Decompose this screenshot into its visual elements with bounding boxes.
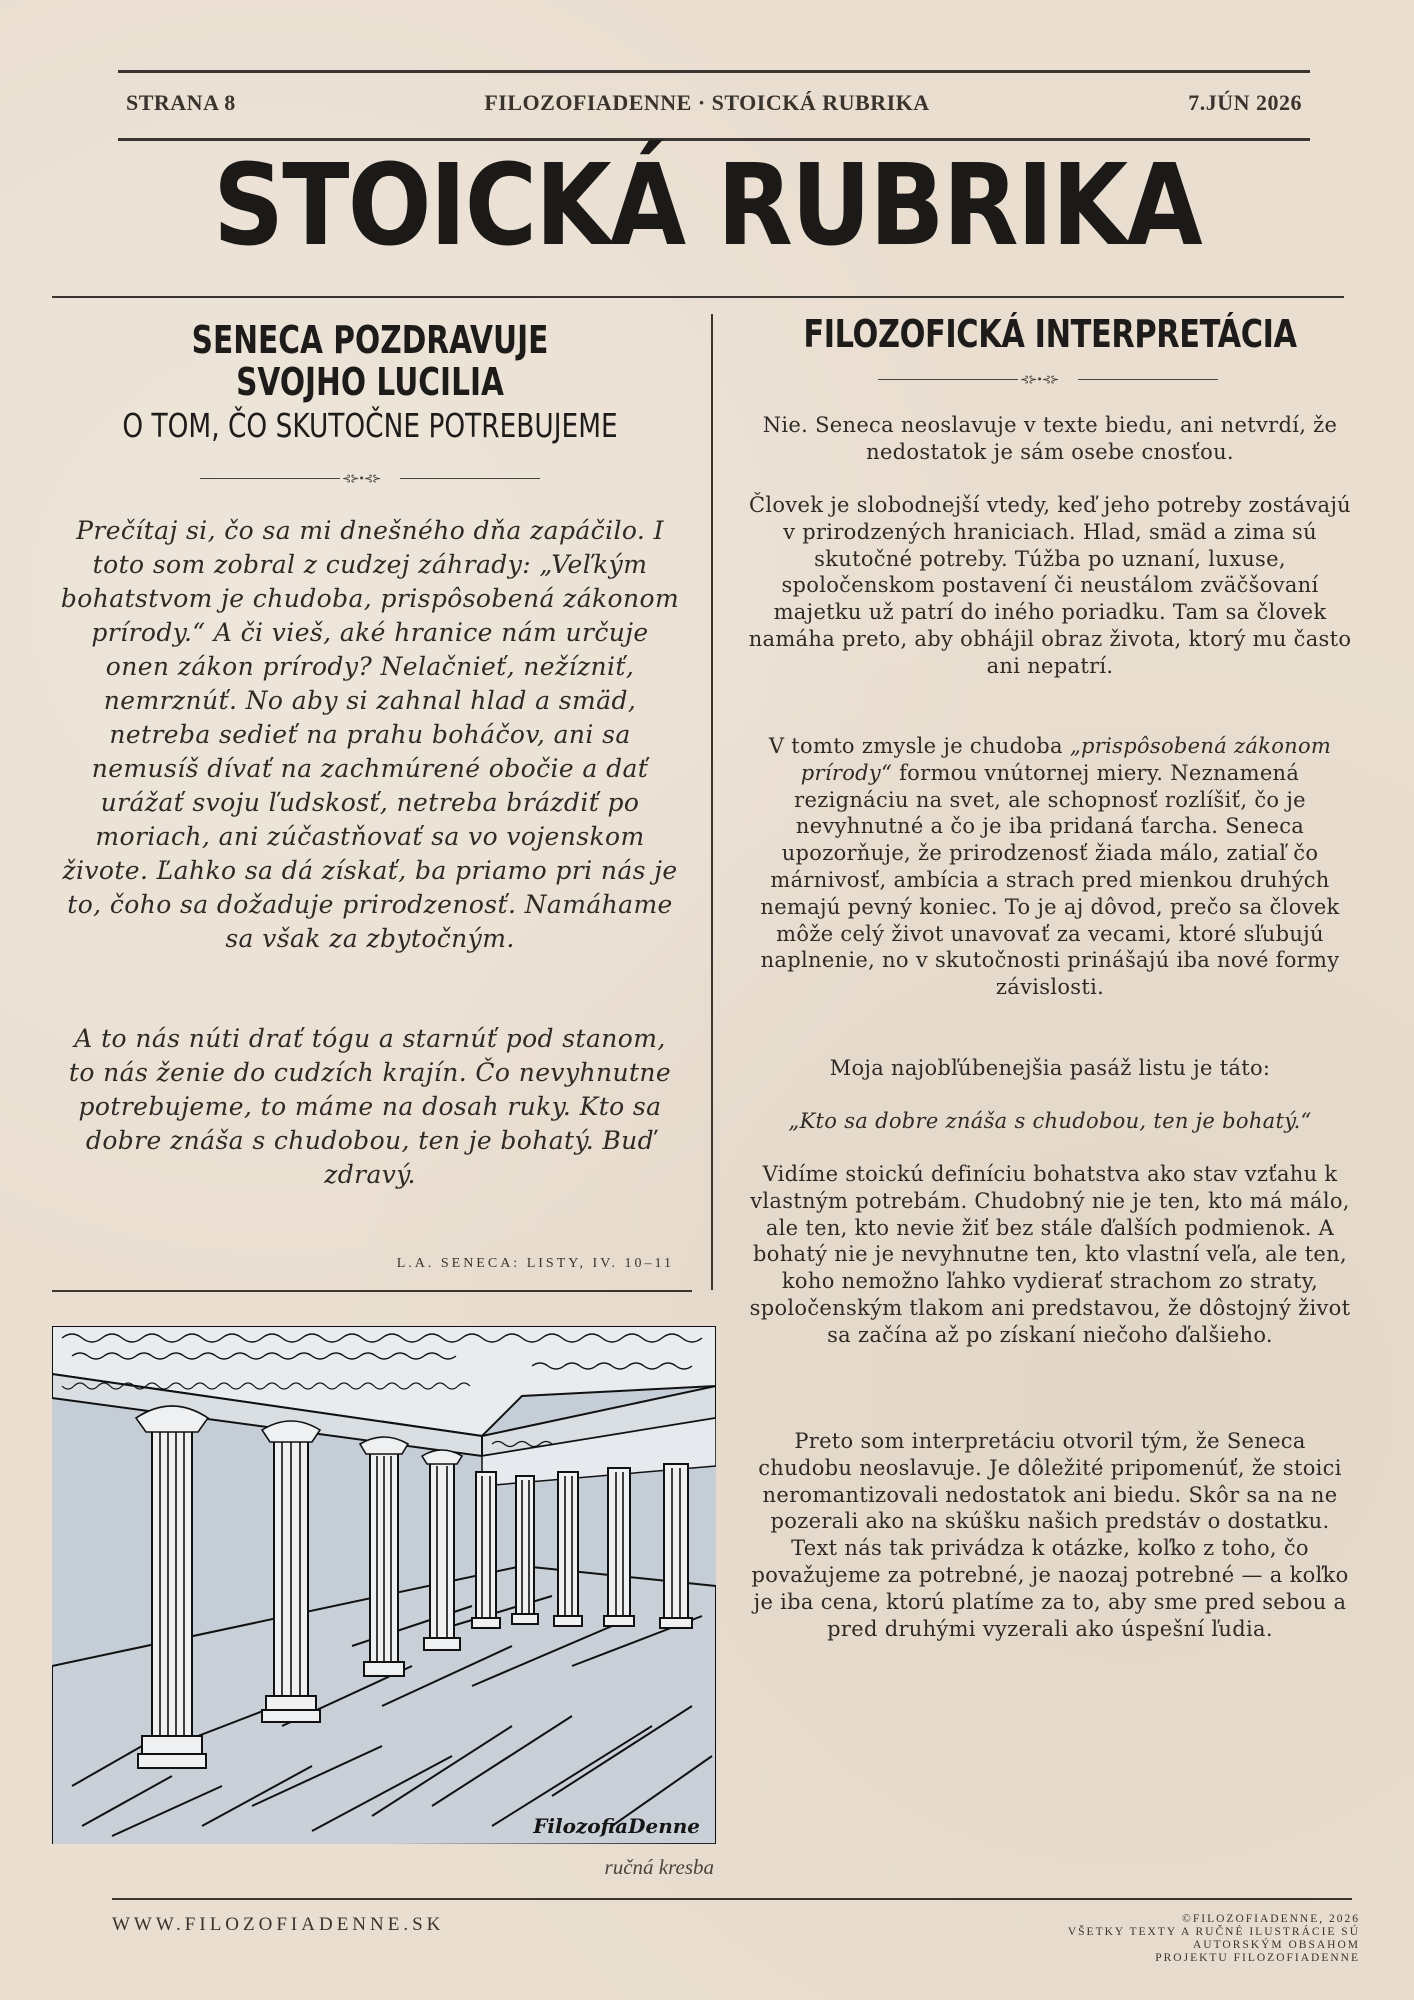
masthead-rule (52, 296, 1344, 298)
colonnade-illustration (52, 1326, 716, 1844)
footer-copyright (1068, 1913, 1360, 1965)
quote-source: L.A. SENECA: LISTY, IV. 10–11 (396, 1256, 674, 1271)
p3-text-b: formou vnútornej miery. Neznamená rezignáciu na svet, ale schopnosť rozlíšiť, čo je nevyhnutné a čo je iba pridaná ťarcha. Seneca upozorňuje, že prirodzenosť žiada málo, zatiaľ čo márnivosť, ambícia a strach pred mienkou druhých nemajú pevný koniec. To je aj dôvod, prečo sa človek môže celý život unavovať za vecami, ktoré sľubujú naplnenie, no v skutočnosti prinášajú iba nové formy závislosti. (760, 760, 1340, 1000)
column-divider (711, 314, 713, 1290)
copyright-line-2: VŠETKY TEXTY A RUČNÉ ILUSTRÁCIE SÚ (1067, 1926, 1360, 1938)
right-ornament: ⊰⊱•⊰⊱ (878, 373, 1218, 387)
interpretation-title: FILOZOFICKÁ INTERPRETÁCIA (803, 312, 1297, 356)
seneca-quote-paragraph-2: A to nás núti drať tógu a starnúť pod stanom, to nás ženie do cudzích krajín. Čo nevyhnutne potrebujeme, to máme na dosah ruky. Kto sa dobre znáša s chudobou, ten je bohatý. Buď zdravý. (68, 1024, 672, 1189)
interpretation-paragraph-2: Človek je slobodnejší vtedy, keď jeho potreby zostávajú v prirodzených hraniciach. Hlad, smäd a zima sú skutočné potreby. Túžba po uznaní, luxuse, spoločenskom postavení či neustálom zväčšovaní majetku už patrí do iného poriadku. Tam sa človek namáha preto, aby obhájil obraz života, ktorý mu často ani nepatrí. (748, 493, 1352, 678)
section-label: FILOZOFIADENNE · STOICKÁ RUBRIKA (484, 90, 930, 115)
left-bottom-rule (52, 1290, 692, 1292)
letter-title-line2: SVOJHO LUCILIA (236, 360, 504, 404)
interpretation-paragraph-4: Moja najobľúbenejšia pasáž listu je táto: (829, 1056, 1271, 1080)
interpretation-paragraph-1: Nie. Seneca neoslavuje v texte biedu, ani netvrdí, že nedostatok je sám osebe cnosťou. (762, 413, 1338, 464)
favorite-quote: „Kto sa dobre znáša s chudobou, ten je bohatý.“ (788, 1109, 1312, 1133)
footer-website: WWW.FILOZOFIADENNE.SK (112, 1914, 445, 1935)
p3-text-a: V tomto zmysle je chudoba (768, 734, 1070, 758)
interpretation-paragraph-7: Preto som interpretáciu otvoril tým, že Seneca chudobu neoslavuje. Je dôležité pripomenúť, že stoici neromantizovali nedostatok ani biedu. Skôr sa na ne pozerali ako na skúšku našich predstáv o dostatku. Text nás tak privádza k otázke, koľko z toho, čo považujeme za potrebné, je naozaj potrebné — a koľko je iba cena, ktorú platíme za to, aby sme pred sebou a pred druhými vyzerali ako úspešní ľudia. (751, 1429, 1349, 1641)
p3-emphasis: „prispôsobená zákonom prírody“ (800, 734, 1332, 785)
copyright-line-3: AUTORSKÝM OBSAHOM (1192, 1939, 1360, 1951)
copyright-line-1: ©FILOZOFIADENNE, 2026 (1182, 1913, 1360, 1925)
page-number: STRANA 8 (126, 90, 236, 115)
seneca-quote-paragraph-1: Prečítaj si, čo sa mi dnešného dňa zapáčilo. I toto som zobral z cudzej záhrady: „Veľkým bohatstvom je chudoba, prispôsobená zákonom prírody.“ A či vieš, aké hranice nám určuje onen zákon prírody? Nelačnieť, nežízniť, nemrznúť. No aby si zahnal hlad a smäd, netreba sedieť na prahu boháčov, ani sa nemusíš dívať na zachmúrené obočie a dať urážať svoju ľudskosť, netreba brázdiť po moriach, ani zúčastňovať sa vo vojenskom živote. Ľahko sa dá získať, ba priamo pri nás je to, čoho sa dožaduje prirodzenosť. Namáhame sa však za zbytočným. (60, 516, 680, 953)
left-ornament: ⊰⊱•⊰⊱ (200, 472, 540, 486)
header-top-rule (118, 70, 1310, 73)
issue-date: 7.JÚN 2026 (1188, 90, 1302, 115)
footer-rule (112, 1898, 1352, 1900)
interpretation-paragraph-3 (748, 733, 1352, 1001)
letter-title-line1: SENECA POZDRAVUJE (191, 318, 549, 362)
interpretation-paragraph-6: Vidíme stoickú definíciu bohatstva ako stav vzťahu k vlastným potrebám. Chudobný nie je ten, kto má málo, ale ten, kto nevie žiť bez stále ďalších podmienok. A bohatý nie je nevyhnutne ten, kto vlastní veľa, ale ten, koho nemožno ľahko vydierať strachom zo straty, spoločenským tlakom ani predstavou, že dôstojný život sa začína až po získaní niečoho ďalšieho. (749, 1162, 1351, 1347)
masthead-title: STOICKÁ RUBRIKA (213, 141, 1201, 271)
letter-subtitle: O TOM, ČO SKUTOČNE POTREBUJEME (122, 406, 618, 445)
illustration-caption: ručná kresba (604, 1855, 714, 1879)
illustration-signature: FilozofiaDenne (533, 1814, 700, 1838)
copyright-line-4: PROJEKTU FILOZOFIADENNE (1155, 1952, 1360, 1964)
